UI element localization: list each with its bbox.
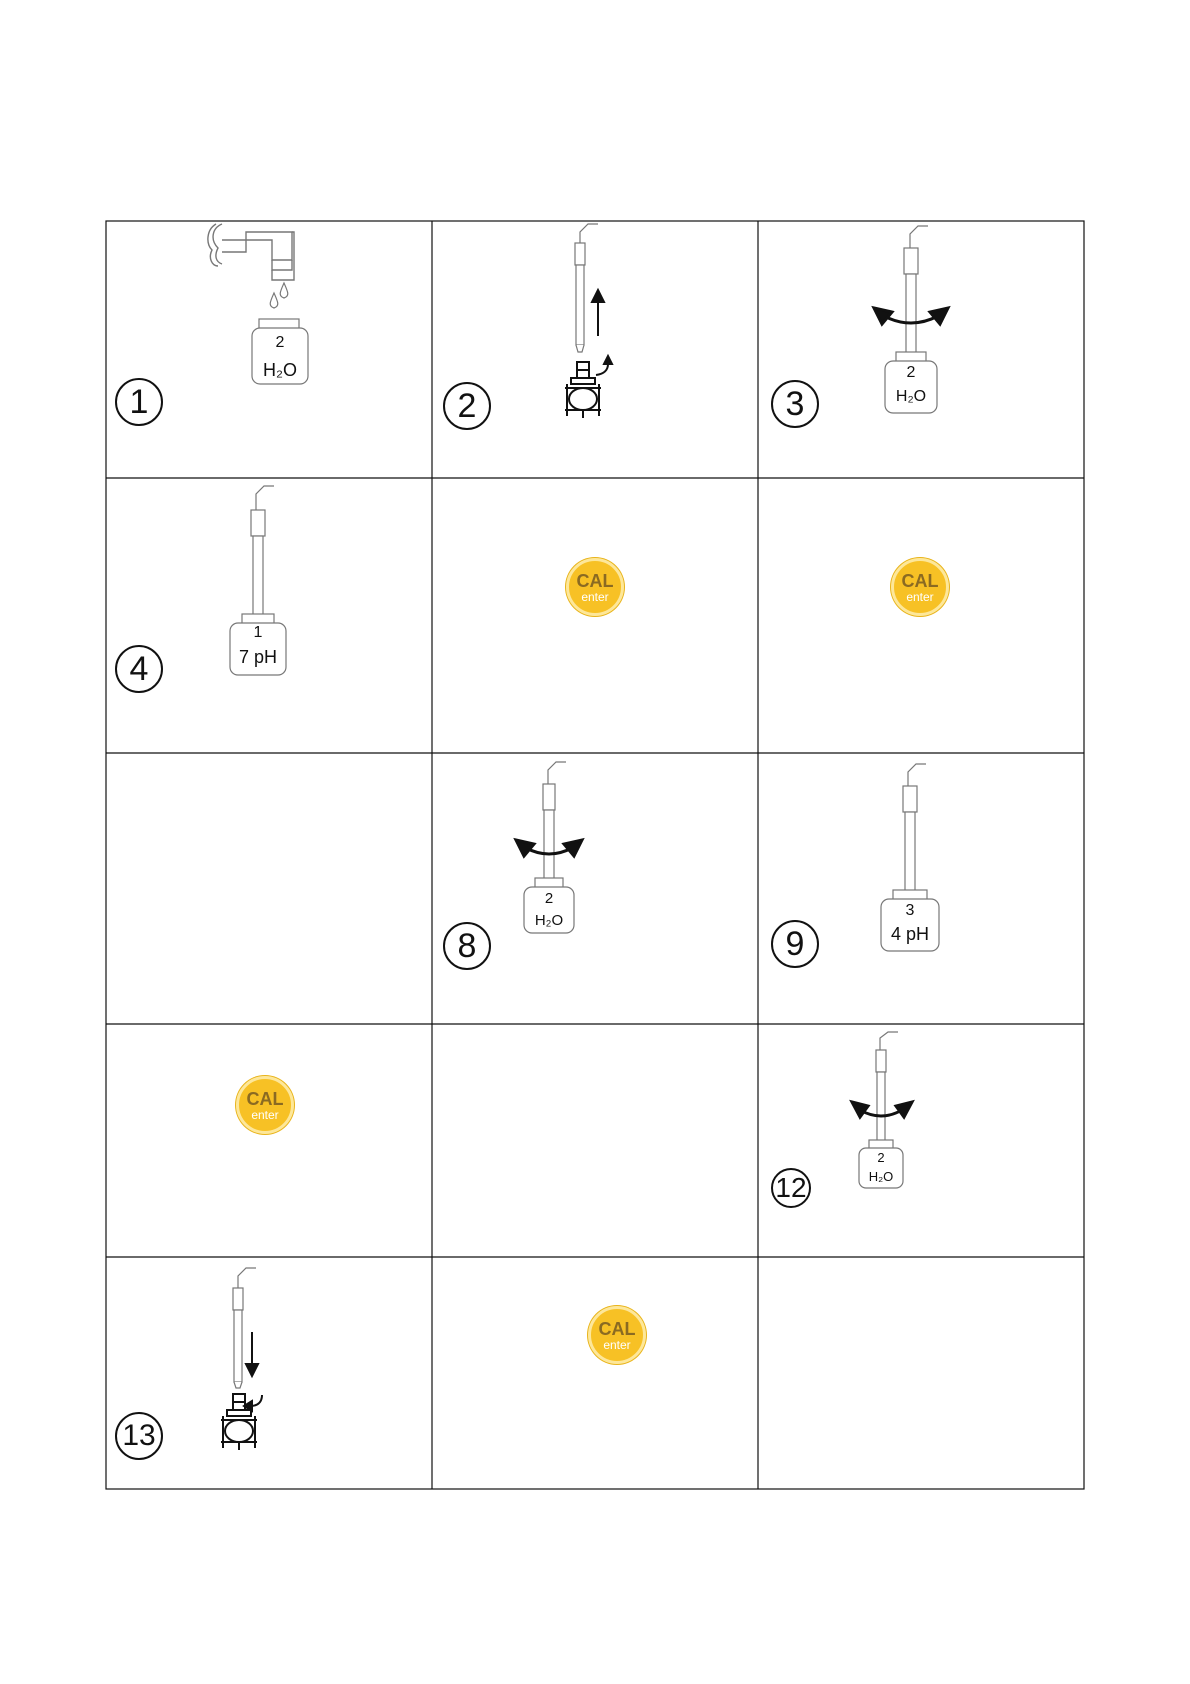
bottle-text: H₂O xyxy=(534,912,564,929)
arrow-down-icon xyxy=(246,1332,258,1376)
electrode-icon xyxy=(575,224,598,352)
bottle-text: H₂O xyxy=(868,1169,894,1184)
cal-label: CAL xyxy=(246,1088,284,1109)
cal-enter-button[interactable] xyxy=(891,558,949,616)
enter-label: enter xyxy=(906,589,934,604)
pipe-clamp-icon xyxy=(565,356,612,418)
step-number-12: 12 xyxy=(771,1168,811,1208)
step-number-1: 1 xyxy=(115,378,163,426)
cal-enter-button[interactable] xyxy=(236,1076,294,1134)
step-number-4: 4 xyxy=(115,645,163,693)
cal-label: CAL xyxy=(901,570,939,591)
bottle-text: 7 pH xyxy=(238,647,278,667)
bottle-label-4 xyxy=(230,624,286,668)
bottle-number: 1 xyxy=(253,624,263,641)
pipe-clamp-icon xyxy=(221,1394,262,1450)
bottle-text: 4 pH xyxy=(890,924,930,944)
enter-label: enter xyxy=(581,589,609,604)
bottle-number: 2 xyxy=(877,1150,885,1165)
cal-label: CAL xyxy=(576,570,614,591)
bottle-number: 2 xyxy=(544,890,554,907)
cal-enter-button[interactable] xyxy=(566,558,624,616)
water-drop-icon xyxy=(270,283,288,308)
bottle-label-8 xyxy=(524,890,574,929)
enter-label: enter xyxy=(251,1107,279,1122)
enter-label: enter xyxy=(603,1337,631,1352)
arrow-up-icon xyxy=(592,290,604,336)
bottle-text: H₂O xyxy=(263,360,297,380)
bottle-label-3 xyxy=(885,364,937,406)
step-number-2: 2 xyxy=(443,382,491,430)
bottle-label-9 xyxy=(881,902,939,945)
step-number-9: 9 xyxy=(771,920,819,968)
step-number-8: 8 xyxy=(443,922,491,970)
faucet-icon xyxy=(208,224,294,280)
bottle-text: H₂O xyxy=(895,388,927,405)
bottle-number: 2 xyxy=(275,334,285,351)
step-number-3: 3 xyxy=(771,380,819,428)
bottle-number: 2 xyxy=(906,364,916,381)
cal-enter-button[interactable] xyxy=(588,1306,646,1364)
bottle-label-12 xyxy=(859,1150,903,1184)
bottle-number: 3 xyxy=(905,902,915,919)
bottle-label-1 xyxy=(252,334,308,381)
cal-label: CAL xyxy=(598,1318,636,1339)
step-number-13: 13 xyxy=(115,1412,163,1460)
